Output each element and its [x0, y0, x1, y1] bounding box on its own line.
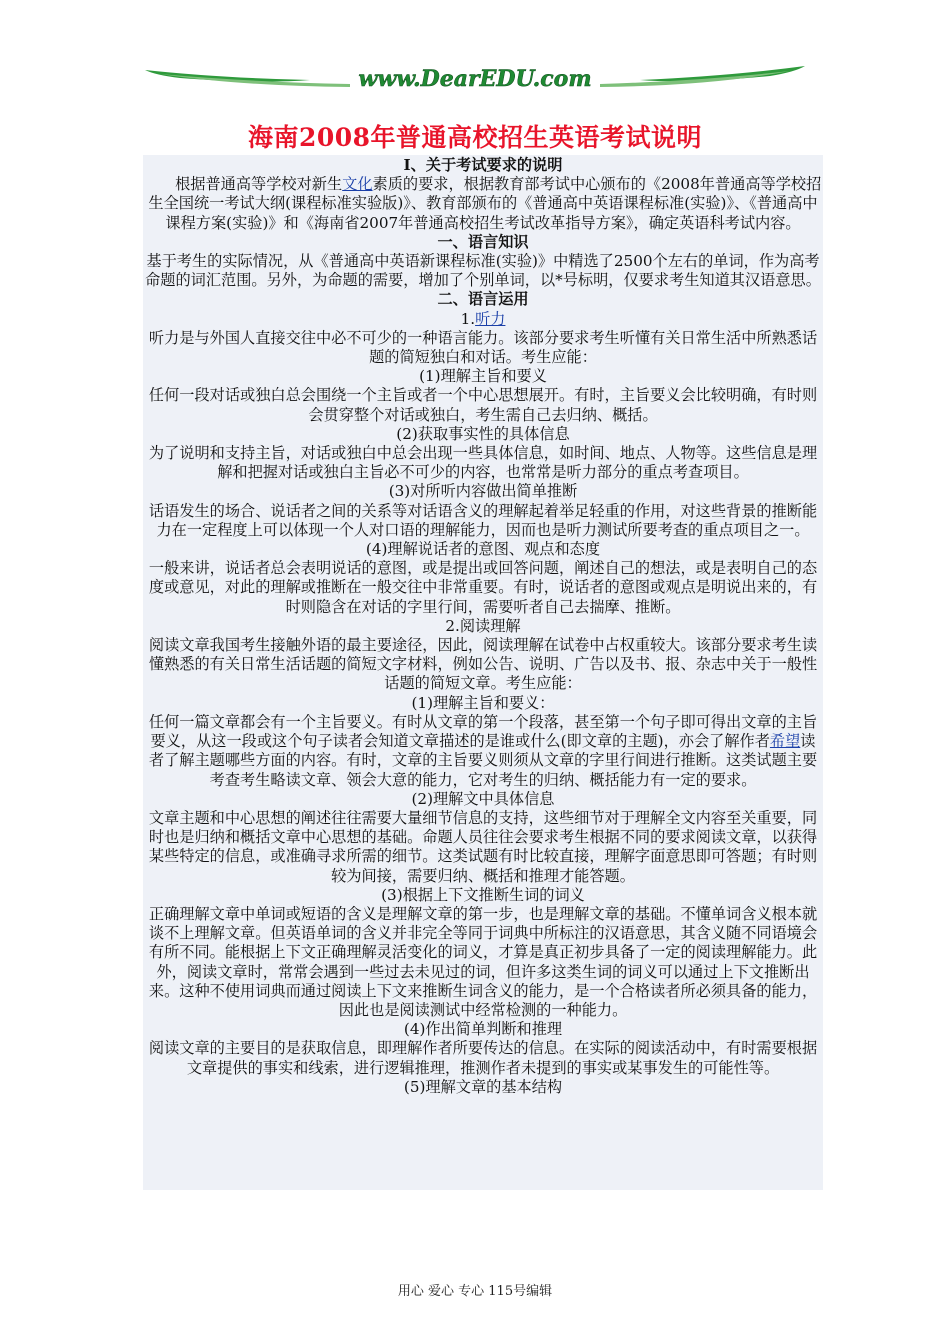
- item-heading: (4)作出简单判断和推理: [403, 1020, 563, 1039]
- link-listening[interactable]: 听力: [475, 309, 506, 328]
- subheading-listening: 1.听力: [460, 309, 506, 328]
- paragraph: 话语发生的场合、说话者之间的关系等对话语含义的理解起着举足轻重的作用，对这些背景的推断能力在一定程度上可以体现一个人对口语的理解能力，因而也是听力测试所要考查的重点项目之一。: [148, 501, 818, 539]
- section-heading-language-knowledge: 一、语言知识: [437, 232, 529, 251]
- item-heading: (1)理解主旨和要义: [419, 367, 547, 386]
- section-heading: Ⅰ、关于考试要求的说明: [403, 156, 563, 174]
- item-heading: (3)根据上下文推断生词的词义: [381, 885, 585, 904]
- section-heading-language-use: 二、语言运用: [437, 290, 529, 309]
- paragraph: 任何一篇文章都会有一个主旨要义。有时从文章的第一个段落，甚至第一个句子即可得出文章的主旨要义，从这一段或这个句子读者会知道文章描述的是谁或什么(即文章的主题)，亦会了解作者希望读者了解主题哪些方面的内容。有时，文章的主旨要义则须从文章的字里行间进行推断。这类试题主要考查考生略读文章、领会大意的能力，它对考生的归纳、概括能力有一定的要求。: [148, 712, 818, 789]
- link-culture[interactable]: 文化: [342, 175, 373, 194]
- paragraph-reading: 阅读文章我国考生接触外语的最主要途径，因此，阅读理解在试卷中占权重较大。该部分要求考生读懂熟悉的有关日常生活话题的简短文字材料，例如公告、说明、广告以及书、报、杂志中关于一般性话题的简短文章。考生应能：: [148, 636, 818, 693]
- subheading-reading: 2.阅读理解: [445, 616, 521, 635]
- link-hope[interactable]: 希望: [769, 732, 801, 751]
- paragraph: 任何一段对话或独白总会围绕一个主旨或者一个中心思想展开。有时，主旨要义会比较明确，有时则会贯穿整个对话或独白，考生需自己去归纳、概括。: [148, 386, 818, 424]
- paragraph: 文章主题和中心思想的阐述往往需要大量细节信息的支持，这些细节对于理解全文内容至关重要，同时也是归纳和概括文章中心思想的基础。命题人员往往会要求考生根据不同的要求阅读文章，以获得某些特定的信息，或准确寻求所需的细节。这类试题有时比较直接，理解字面意思即可答题；有时则较为间接，需要归纳、概括和推理才能答题。: [148, 808, 818, 885]
- item-heading: (3)对所听内容做出简单推断: [388, 482, 578, 501]
- paragraph-intro: 根据普通高等学校对新生文化素质的要求，根据教育部考试中心颁布的《2008年普通高等学校招生全国统一考试大纲(课程标准实验版)》、教育部颁布的《普通高中英语课程标准(实验)》、《普通高中课程方案(实验)》和《海南省2007年普通高校招生考试改革指导方案》，确定英语科考试内容。: [148, 175, 822, 232]
- document-body: [143, 155, 823, 1190]
- paragraph: 正确理解文章中单词或短语的含义是理解文章的第一步，也是理解文章的基础。不懂单词含义根本就谈不上理解文章。但英语单词的含义并非完全等同于词典中所标注的汉语意思，其含义随不同语境会有所不同。能根据上下文正确理解灵活变化的词义，才算是真正初步具备了一定的阅读理解能力。此外，阅读文章时，常常会遇到一些过去未见过的词，但许多这类生词的词义可以通过上下文推断出来。这种不使用词典而通过阅读上下文来推断生词含义的能力，是一个合格读者所必须具备的能力，因此也是阅读测试中经常检测的一种能力。: [148, 904, 818, 1019]
- page-footer: 用心 爱心 专心 115号编辑: [397, 1284, 553, 1299]
- paragraph-vocabulary: 基于考生的实际情况，从《普通高中英语新课程标准(实验)》中精选了2500个左右的单词，作为高考命题的词汇范围。另外，为命题的需要，增加了个别单词，以*号标明，仅要求考生知道其汉语意思。: [145, 252, 821, 290]
- item-heading: (2)理解文中具体信息: [411, 789, 555, 808]
- header-banner: [140, 58, 810, 98]
- paragraph: 为了说明和支持主旨，对话或独白中总会出现一些具体信息，如时间、地点、人物等。这些信息是理解和把握对话或独白主旨必不可少的内容，也常常是听力部分的重点考查项目。: [148, 444, 818, 482]
- page-title: 海南2008年普通高校招生英语考试说明: [247, 123, 703, 152]
- brand-logo-text: www.DearEDU.com: [358, 66, 592, 92]
- item-heading: (1)理解主旨和要义：: [411, 693, 555, 712]
- item-heading: (2)获取事实性的具体信息: [396, 424, 570, 443]
- paragraph-listening: 听力是与外国人直接交往中必不可少的一种语言能力。该部分要求考生听懂有关日常生活中所熟悉话题的简短独白和对话。考生应能：: [148, 328, 818, 367]
- item-heading: (4)理解说话者的意图、观点和态度: [365, 540, 601, 559]
- paragraph: 一般来讲，说话者总会表明说话的意图，或是提出或回答问题，阐述自己的想法，或是表明自己的态度或意见，对此的理解或推断在一般交往中非常重要。有时，说话者的意图或观点是明说出来的，有时则隐含在对话的字里行间，需要听者自己去揣摩、推断。: [148, 559, 818, 616]
- item-heading: (5)理解文章的基本结构: [403, 1077, 563, 1096]
- paragraph: 阅读文章的主要目的是获取信息，即理解作者所要传达的信息。在实际的阅读活动中，有时需要根据文章提供的事实和线索，进行逻辑推理，推测作者未提到的事实或某事发生的可能性等。: [148, 1039, 818, 1077]
